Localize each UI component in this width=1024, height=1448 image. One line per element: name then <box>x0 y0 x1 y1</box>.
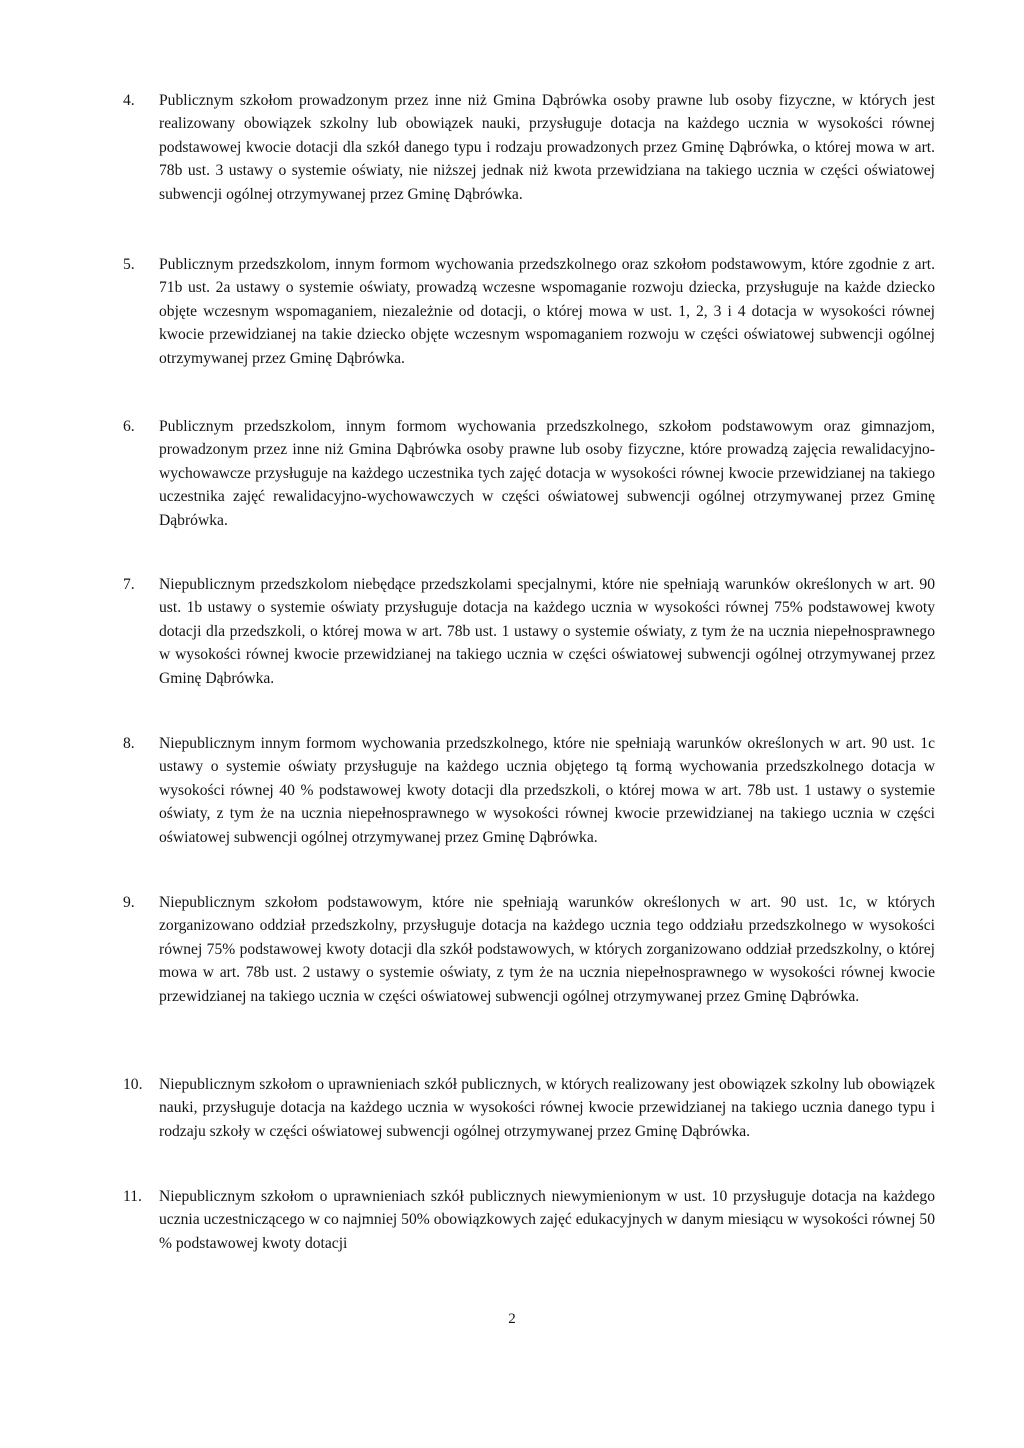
paragraph-text: Niepublicznym szkołom podstawowym, które nie spełniają warunków określonych w art. 90 ust. 1c, w których zorganizowano oddział przedszkolny, przysługuje dotacja na każdego ucznia tego oddziału przedszkolnego w wysokości równej 75% podstawowej kwoty dotacji dla szkół podstawowych, w których zorganizowano oddział przedszkolny, o której mowa w art. 78b ust. 2 ustawy o systemie oświaty, z tym że na ucznia niepełnosprawnego w wysokości równej kwocie przewidzianej na takiego ucznia w części oświatowej subwencji ogólnej otrzymywanej przez Gminę Dąbrówka. <box>159 894 935 1005</box>
paragraph-text: Publicznym przedszkolom, innym formom wychowania przedszkolnego oraz szkołom podstawowym, które zgodnie z art. 71b ust. 2a ustawy o systemie oświaty, prowadzą wczesne wspomaganie rozwoju dziecka, przysługuje na każde dziecko objęte wczesnym wspomaganiem, niezależnie od dotacji, o której mowa w ust. 1, 2, 3 i 4 dotacja w wysokości równej kwocie przewidzianej na takie dziecko objęte wczesnym wspomaganiem rozwoju w części oświatowej subwencji ogólnej otrzymywanej przez Gminę Dąbrówka. <box>159 256 935 367</box>
paragraph-number: 8. <box>123 735 135 752</box>
paragraph-text: Niepublicznym szkołom o uprawnieniach szkół publicznych, w których realizowany jest obowiązek szkolny lub obowiązek nauki, przysługuje dotacja na każdego ucznia w wysokości równej kwocie przewidzianej na takiego ucznia danego typu i rodzaju szkoły w części oświatowej subwencji ogólnej otrzymywanej przez Gminę Dąbrówka. <box>159 1076 935 1140</box>
paragraph-4 <box>123 89 935 206</box>
paragraph-number: 11. <box>123 1188 142 1205</box>
paragraph-number: 5. <box>123 256 135 273</box>
paragraph-9 <box>123 891 935 1008</box>
paragraph-7 <box>123 573 935 690</box>
paragraph-10 <box>123 1073 935 1143</box>
paragraph-6 <box>123 415 935 532</box>
paragraph-5 <box>123 253 935 370</box>
paragraph-8 <box>123 732 935 849</box>
paragraph-number: 4. <box>123 92 135 109</box>
paragraph-11 <box>123 1185 935 1255</box>
paragraph-number: 7. <box>123 576 135 593</box>
paragraph-text: Niepublicznym przedszkolom niebędące przedszkolami specjalnymi, które nie spełniają warunków określonych w art. 90 ust. 1b ustawy o systemie oświaty przysługuje dotacja na każdego ucznia w wysokości równej 75% podstawowej kwoty dotacji dla przedszkoli, o której mowa w art. 78b ust. 1 ustawy o systemie oświaty, z tym że na ucznia niepełnosprawnego w wysokości równej kwocie przewidzianej na takiego ucznia w części oświatowej subwencji ogólnej otrzymywanej przez Gminę Dąbrówka. <box>159 576 935 687</box>
paragraph-number: 10. <box>123 1076 143 1093</box>
paragraph-number: 9. <box>123 894 135 911</box>
paragraph-text: Niepublicznym szkołom o uprawnieniach szkół publicznych niewymienionym w ust. 10 przysługuje dotacja na każdego ucznia uczestniczącego w co najmniej 50% obowiązkowych zajęć edukacyjnych w danym miesiącu w wysokości równej 50 % podstawowej kwoty dotacji <box>159 1188 935 1252</box>
paragraph-text: Niepublicznym innym formom wychowania przedszkolnego, które nie spełniają warunków określonych w art. 90 ust. 1c ustawy o systemie oświaty przysługuje na każdego ucznia objętego tą formą wychowania przedszkolnego dotacja w wysokości równej 40 % podstawowej kwoty dotacji dla przedszkoli, o której mowa w art. 78b ust. 1 ustawy o systemie oświaty, z tym że na ucznia niepełnosprawnego w wysokości równej kwocie przewidzianej na takiego ucznia w części oświatowej subwencji ogólnej otrzymywanej przez Gminę Dąbrówka. <box>159 735 935 846</box>
paragraph-number: 6. <box>123 418 135 435</box>
page-number: 2 <box>508 1311 516 1327</box>
paragraph-text: Publicznym przedszkolom, innym formom wychowania przedszkolnego, szkołom podstawowym oraz gimnazjom, prowadzonym przez inne niż Gmina Dąbrówka osoby prawne lub osoby fizyczne, które prowadzą zajęcia rewalidacyjno-wychowawcze przysługuje na każdego uczestnika tych zajęć dotacja w wysokości równej kwocie przewidzianej na takiego uczestnika zajęć rewalidacyjno-wychowawczych w części oświatowej subwencji ogólnej otrzymywanej przez Gminę Dąbrówka. <box>159 418 935 529</box>
paragraph-text: Publicznym szkołom prowadzonym przez inne niż Gmina Dąbrówka osoby prawne lub osoby fizyczne, w których jest realizowany obowiązek szkolny lub obowiązek nauki, przysługuje dotacja na każdego ucznia w wysokości równej podstawowej kwocie dotacji dla szkół danego typu i rodzaju prowadzonych przez Gminę Dąbrówka, o której mowa w art. 78b ust. 3 ustawy o systemie oświaty, nie niższej jednak niż kwota przewidziana na takiego ucznia w części oświatowej subwencji ogólnej otrzymywanej przez Gminę Dąbrówka. <box>159 92 935 203</box>
